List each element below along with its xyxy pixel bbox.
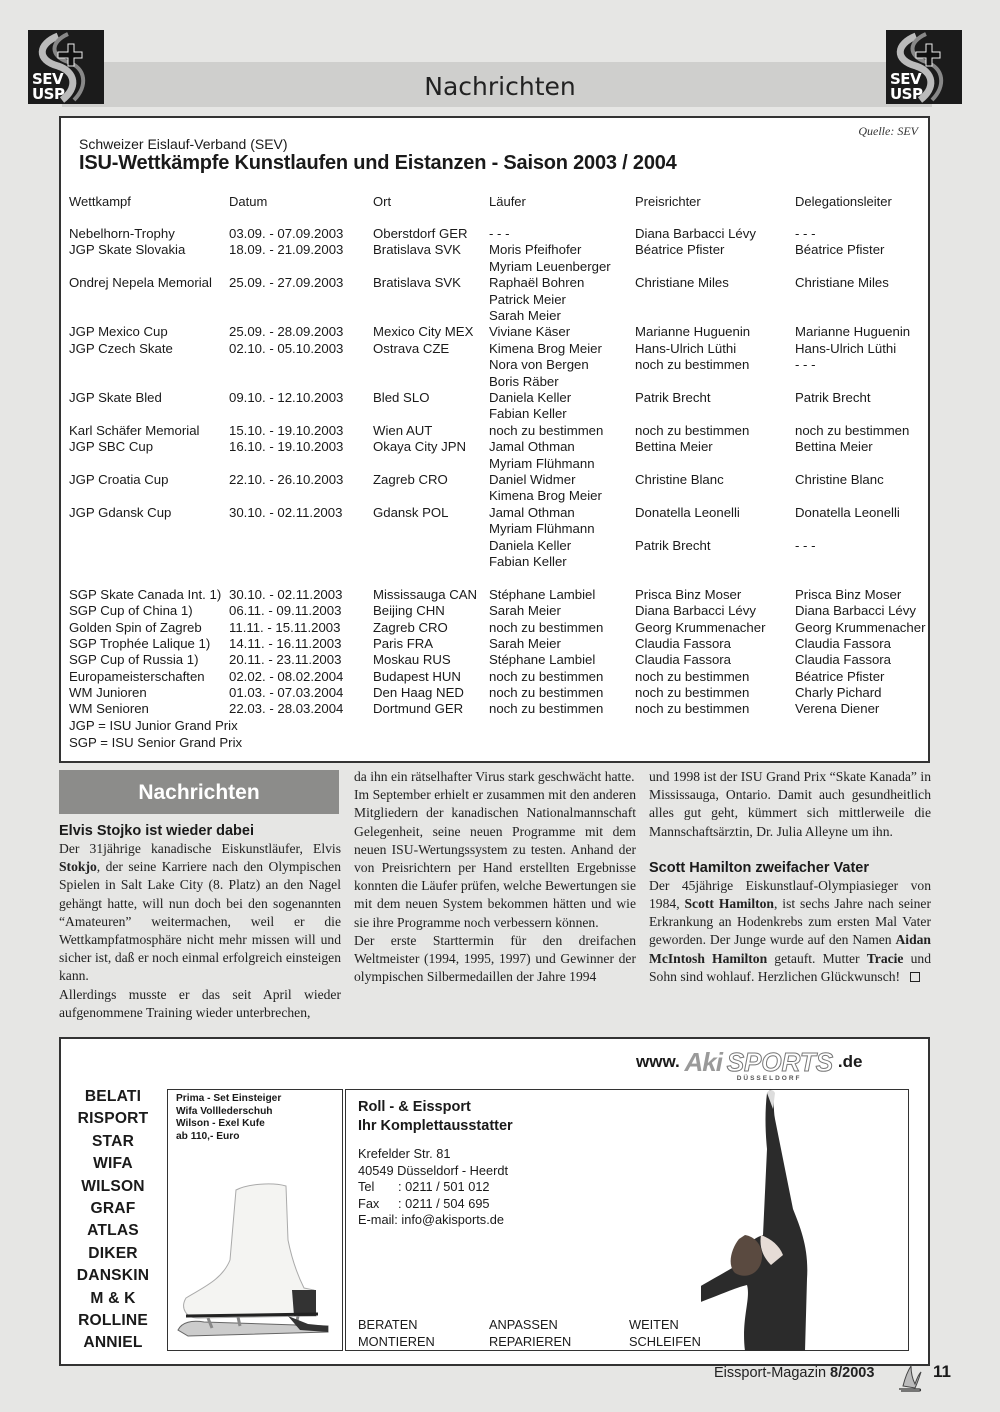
- judge-name: Christiane Miles: [635, 275, 729, 291]
- leader-name: Christiane Miles: [795, 275, 889, 291]
- event-date: 06.11. - 09.11.2003: [229, 603, 342, 619]
- offer-line: Wifa Volllederschuh: [176, 1105, 273, 1117]
- bold-name: Stokjo: [59, 859, 97, 875]
- judge-name: Christine Blanc: [635, 471, 724, 487]
- brand-city: DÜSSELDORF: [736, 1075, 802, 1082]
- event-place: Mexico City MEX: [373, 324, 474, 340]
- article-column-2: [354, 768, 636, 986]
- brand-name: RISPORT: [77, 1110, 149, 1128]
- article-paragraph: da ihn ein rätselhafter Virus stark geschwächt hatte.: [354, 769, 635, 784]
- skater-name: noch zu bestimmen: [489, 422, 604, 438]
- organization-name: Schweizer Eislauf-Verband (SEV): [79, 136, 288, 152]
- skater-name: noch zu bestimmen: [489, 685, 604, 701]
- leaders-cell: [795, 275, 889, 291]
- skater-name: Myriam Flühmann: [489, 455, 595, 471]
- skater-name: Raphaël Bohren: [489, 275, 585, 291]
- skater-name: noch zu bestimmen: [489, 619, 604, 635]
- event-place: Wien AUT: [373, 422, 433, 438]
- brand-name: WILSON: [81, 1177, 145, 1195]
- brand-name: M & K: [90, 1289, 136, 1307]
- leader-name: Charly Pichard: [795, 685, 882, 701]
- section-title: Nachrichten: [424, 72, 576, 101]
- judges-cell: [635, 636, 731, 652]
- brand-logo-text: SPORTS: [726, 1047, 834, 1077]
- skater-name: Boris Räber: [489, 373, 559, 389]
- event-place: Den Haag NED: [373, 685, 464, 701]
- brand-name: WIFA: [93, 1155, 133, 1173]
- leader-name: Christine Blanc: [795, 471, 884, 487]
- skaters-cell: [489, 226, 510, 242]
- shop-address: [358, 1146, 508, 1229]
- column-header: Preisrichter: [635, 194, 701, 209]
- event-name: WM Senioren: [69, 701, 149, 717]
- judge-name: Claudia Fassora: [635, 652, 732, 668]
- leaders-cell: [795, 620, 925, 636]
- legend-item: JGP = ISU Junior Grand Prix: [69, 718, 238, 733]
- column-header: Datum: [229, 194, 268, 209]
- skaters-cell: [489, 669, 603, 685]
- fax-number: : 0211 / 504 695: [398, 1195, 490, 1211]
- skater-name: - - -: [489, 226, 510, 241]
- event-place: Bled SLO: [373, 389, 430, 405]
- table-row: [61, 505, 928, 571]
- event-place: Mississauga CAN: [373, 586, 478, 602]
- table-row: [61, 341, 928, 390]
- event-date: 02.10. - 05.10.2003: [229, 340, 344, 356]
- judges-cell: [635, 390, 711, 406]
- leader-name: [795, 521, 900, 537]
- bold-name: Tracie: [866, 950, 904, 966]
- brand-name: DIKER: [88, 1244, 138, 1262]
- table-title: ISU-Wettkämpfe Kunstlaufen und Eistanzen - Saison 2003 / 2004: [79, 152, 677, 174]
- judges-cell: [635, 620, 765, 636]
- akisports-advertisement: [59, 1037, 930, 1366]
- event-place: Dortmund GER: [373, 701, 464, 717]
- event-date: 20.11. - 23.11.2003: [229, 652, 342, 668]
- event-date: 02.02. - 08.02.2004: [229, 668, 344, 684]
- skater-name: noch zu bestimmen: [489, 668, 604, 684]
- magazine-name: Eissport-Magazin: [714, 1365, 827, 1381]
- event-date: 01.03. - 07.03.2004: [229, 685, 344, 701]
- skater-name: Kimena Brog Meier: [489, 488, 602, 504]
- text: , der seine Karriere nach den Olympischen Spielen in Salt Lake City (8. Platz) an den Nagel gehängt hatte, will nun doch bei den sogenannten “Amateuren” weitermachen, weil er die Wettkampfatmosphäre nicht mehr missen will und sicher ist, daß er noch einmal erfolgreich einsteigen kann.: [59, 859, 341, 984]
- event-date: 11.11. - 15.11.2003: [229, 619, 341, 635]
- article-heading: Elvis Stojko ist wieder dabei: [59, 823, 255, 839]
- logo-line2: USP: [890, 85, 923, 103]
- judges-cell: [635, 242, 724, 258]
- skaters-cell: [489, 652, 595, 668]
- article-paragraph: Allerdings musste er das seit April wieder aufgenommene Training wieder unterbrechen,: [59, 986, 341, 1020]
- skater-name: Sarah Meier: [489, 635, 561, 651]
- brand-name: ANNIEL: [83, 1334, 143, 1352]
- event-date: 09.10. - 12.10.2003: [229, 389, 344, 405]
- leaders-cell: [795, 669, 884, 685]
- leader-name: Marianne Huguenin: [795, 324, 911, 340]
- service: REPARIEREN: [489, 1333, 572, 1349]
- event-name: Ondrej Nepela Memorial: [69, 275, 212, 291]
- leaders-cell: [795, 652, 891, 668]
- leader-name: Prisca Binz Moser: [795, 586, 902, 602]
- skater-name: Kimena Brog Meier: [489, 340, 602, 356]
- skater-name: Sarah Meier: [489, 603, 561, 619]
- leader-name: Bettina Meier: [795, 439, 873, 455]
- event-name: SGP Skate Canada Int. 1): [69, 586, 222, 602]
- event-name: JGP Gdansk Cup: [69, 504, 172, 520]
- logo-line1: SEV: [32, 70, 64, 88]
- brand-name: ROLLINE: [78, 1312, 148, 1330]
- judges-cell: [635, 439, 713, 455]
- event-date: 14.11. - 16.11.2003: [229, 635, 342, 651]
- table-row: [61, 423, 928, 439]
- article-paragraph: Im September erhielt er zusammen mit den anderen Mitgliedern der kanadischen Nationalmannschaft Gelegenheit, seine neuen Programme mit dem neuen ISU-Wertungssystem zu testen. Anhand der von Preisrichtern per Hand erstellten Ergebnisse konnten die Läufer prüfen, welche Bewertungen sie mit dem neuen System bekommen hätten und wie sie ihre Programme noch verbessern können.: [354, 787, 636, 930]
- news-band: [59, 770, 339, 814]
- url-prefix: www.: [636, 1052, 680, 1071]
- leader-name: Claudia Fassora: [795, 652, 892, 668]
- skaters-cell: [489, 324, 570, 340]
- judges-cell: [635, 505, 740, 554]
- judge-name: Georg Krummenacher: [635, 619, 766, 635]
- event-place: Zagreb CRO: [373, 619, 448, 635]
- bold-name: Scott Hamilton: [684, 896, 774, 912]
- skater-name: Daniela Keller: [489, 537, 572, 553]
- website-url[interactable]: [636, 1047, 863, 1082]
- event-name: JGP Czech Skate: [69, 340, 173, 356]
- event-place: Oberstdorf GER: [373, 226, 468, 241]
- fax: [358, 1196, 508, 1213]
- judge-name: Claudia Fassora: [635, 635, 732, 651]
- event-name: WM Junioren: [69, 685, 147, 701]
- article-paragraph: [649, 877, 931, 986]
- page-number: 11: [933, 1362, 951, 1381]
- event-date: 03.09. - 07.09.2003: [229, 226, 344, 241]
- url-suffix: .de: [837, 1052, 863, 1071]
- judge-name: noch zu bestimmen: [635, 685, 750, 701]
- phone-number: : 0211 / 501 012: [398, 1179, 490, 1195]
- event-name: SGP Cup of China 1): [69, 603, 193, 619]
- table-row: [61, 587, 928, 603]
- text: Der 45jährige Eiskunstlauf-Olympiasieger von 1984,: [649, 877, 931, 912]
- email[interactable]: E-mail: info@akisports.de: [358, 1212, 504, 1228]
- table-row: [61, 685, 928, 701]
- text: Der 31jährige kanadische Eiskunstläufer, Elvis: [59, 841, 341, 856]
- text: und Sohn sind wohlauf. Herzlichen Glückwunsch!: [649, 950, 931, 984]
- competition-table: [59, 116, 930, 763]
- event-name: Karl Schäfer Memorial: [69, 422, 200, 438]
- skaters-cell: [489, 701, 603, 717]
- skaters-cell: [489, 341, 602, 390]
- judges-cell: [635, 587, 741, 603]
- skater-name: Viviane Käser: [489, 324, 571, 340]
- table-row: [61, 324, 928, 340]
- table-row: [61, 652, 928, 668]
- shop-title-line: Ihr Komplettausstatter: [358, 1117, 513, 1134]
- service: ANPASSEN: [489, 1317, 558, 1332]
- judges-cell: [635, 341, 749, 374]
- judge-name: Prisca Binz Moser: [635, 586, 742, 602]
- service-group: [489, 1317, 571, 1350]
- event-name: JGP SBC Cup: [69, 439, 154, 455]
- table-row: [61, 242, 928, 275]
- table-row: [61, 603, 928, 619]
- leaders-cell: [795, 226, 816, 242]
- skaters-cell: [489, 275, 584, 324]
- column-header: Delegationsleiter: [795, 194, 892, 209]
- service: SCHLEIFEN: [629, 1333, 701, 1349]
- table-row: [61, 620, 928, 636]
- table-row: [61, 390, 928, 423]
- skaters-cell: [489, 636, 561, 652]
- fax-label: Fax: [358, 1195, 380, 1211]
- event-date: 25.09. - 28.09.2003: [229, 324, 344, 340]
- skaters-cell: [489, 620, 603, 636]
- event-name: JGP Mexico Cup: [69, 324, 168, 340]
- logo-line2: USP: [32, 85, 65, 103]
- table-row: [61, 669, 928, 685]
- skaters-cell: [489, 390, 571, 423]
- leaders-cell: [795, 324, 910, 340]
- leader-name: Verena Diener: [795, 701, 880, 717]
- judges-cell: [635, 685, 749, 701]
- leader-name: Georg Krummenacher: [795, 619, 926, 635]
- leader-name: Donatella Leonelli: [795, 504, 900, 520]
- event-place: Gdansk POL: [373, 504, 449, 520]
- skater-name: Stéphane Lambiel: [489, 652, 596, 668]
- shop-title-line: Roll - & Eissport: [358, 1099, 471, 1115]
- event-date: 16.10. - 19.10.2003: [229, 439, 344, 455]
- judge-name: Patrik Brecht: [635, 537, 711, 553]
- event-name: JGP Skate Bled: [69, 389, 162, 405]
- leader-name: - - -: [795, 537, 816, 553]
- column-header: Ort: [373, 194, 392, 209]
- brand-name: DANSKIN: [76, 1267, 150, 1285]
- event-date: 22.10. - 26.10.2003: [229, 471, 344, 487]
- leaders-cell: [795, 341, 896, 374]
- event-place: Paris FRA: [373, 635, 434, 651]
- leader-name: noch zu bestimmen: [795, 422, 910, 438]
- text: , ist sechs Jahre nach seiner Erkrankung an Hodenkrebs zum ersten Mal Vater geworden. Der Junge wurde auf den Namen: [649, 896, 931, 948]
- skaters-cell: [489, 587, 595, 603]
- judge-name: [635, 521, 740, 537]
- skater-name: Fabian Keller: [489, 406, 567, 422]
- event-date: 25.09. - 27.09.2003: [229, 275, 344, 291]
- text: getauft. Mutter: [767, 950, 867, 966]
- leader-name: Hans-Ulrich Lüthi: [795, 340, 897, 356]
- article-paragraph: [59, 840, 341, 986]
- article-paragraph: und 1998 ist der ISU Grand Prix “Skate Kanada” in Mississauga, Ontario. Damit auch gesundheitlich alles gut geht, kümmert sich mittlerweile die Mannschaftsärztin, Dr. Julia Alleyne um ihn.: [649, 769, 931, 839]
- leaders-cell: [795, 472, 884, 488]
- legend-item: SGP = ISU Senior Grand Prix: [69, 734, 243, 750]
- offer-text: [176, 1093, 281, 1143]
- offer-line: Wilson - Exel Kufe: [176, 1118, 265, 1130]
- event-place: Ostrava CZE: [373, 340, 450, 356]
- event-name: SGP Trophée Lalique 1): [69, 635, 211, 651]
- skater-name: Jamal Othman: [489, 504, 575, 520]
- skaters-cell: [489, 439, 595, 472]
- skater-name: Myriam Flühmann: [489, 521, 595, 537]
- judges-cell: [635, 324, 750, 340]
- skater-name: Patrick Meier: [489, 291, 566, 307]
- skater-name: Fabian Keller: [489, 553, 567, 569]
- service-group: [629, 1317, 701, 1350]
- judge-name: Hans-Ulrich Lüthi: [635, 340, 737, 356]
- leaders-cell: [795, 390, 871, 406]
- offer-line: Prima - Set Einsteiger: [176, 1093, 282, 1104]
- table-row: [61, 439, 928, 472]
- event-place: Beijing CHN: [373, 603, 445, 619]
- end-mark-icon: [910, 972, 920, 982]
- skater-name: Daniela Keller: [489, 389, 572, 405]
- event-name: SGP Cup of Russia 1): [69, 652, 199, 668]
- event-place: Okaya City JPN: [373, 439, 467, 455]
- brand-name: GRAF: [90, 1200, 136, 1218]
- table-row: [61, 275, 928, 324]
- event-name: Nebelhorn-Trophy: [69, 226, 175, 241]
- event-place: Moskau RUS: [373, 652, 451, 668]
- column-header: Wettkampf: [69, 194, 131, 209]
- brand-name: ATLAS: [87, 1222, 139, 1240]
- event-place: Bratislava SVK: [373, 242, 461, 258]
- skaters-cell: [489, 472, 602, 505]
- phone-label: Tel: [358, 1179, 375, 1195]
- leaders-cell: [795, 439, 873, 455]
- table-row: [61, 226, 928, 242]
- logo-line1: SEV: [890, 70, 922, 88]
- skaters-cell: [489, 242, 611, 275]
- ice-skate-icon: [168, 1180, 342, 1350]
- shop-title: [358, 1098, 513, 1135]
- footer-magazine: [714, 1365, 874, 1381]
- figure-skater-photo: [701, 1089, 901, 1351]
- judge-name: Diana Barbacci Lévy: [635, 603, 756, 619]
- judges-cell: [635, 472, 724, 488]
- table-row: [61, 636, 928, 652]
- judges-cell: [635, 275, 729, 291]
- skater-name: Moris Pfeifhofer: [489, 242, 582, 258]
- abbreviation-legend: [69, 718, 242, 751]
- column-header: Läufer: [489, 194, 526, 209]
- judges-cell: [635, 669, 749, 685]
- event-name: Europameisterschaften: [69, 668, 205, 684]
- brand-logo-sports: [726, 1047, 834, 1082]
- event-name: JGP Croatia Cup: [69, 471, 169, 487]
- service-group: [358, 1317, 435, 1350]
- leader-name: Béatrice Pfister: [795, 668, 885, 684]
- article-paragraph: Der erste Starttermin für den dreifachen Weltmeister (1994, 1995, 1997) und Gewinner der olympischen Silbermedaillen der Jahre 1994: [354, 932, 636, 985]
- judge-name: Bettina Meier: [635, 439, 713, 455]
- offer-line: ab 110,- Euro: [176, 1130, 240, 1142]
- leader-name: Patrik Brecht: [795, 389, 871, 405]
- city: 40549 Düsseldorf - Heerdt: [358, 1162, 509, 1178]
- bold-name: Aidan McIntosh Hamilton: [649, 932, 931, 966]
- judge-name: Patrik Brecht: [635, 389, 711, 405]
- event-place: Budapest HUN: [373, 668, 461, 684]
- leaders-cell: [795, 603, 916, 619]
- judge-name: noch zu bestimmen: [635, 357, 750, 373]
- event-place: Bratislava SVK: [373, 275, 461, 291]
- article-column-1: [59, 822, 341, 1022]
- leaders-cell: [795, 423, 909, 439]
- street: Krefelder Str. 81: [358, 1146, 451, 1161]
- skater-emblem-icon: [897, 1364, 923, 1392]
- leaders-cell: [795, 242, 884, 258]
- article-heading: Scott Hamilton zweifacher Vater: [649, 859, 869, 876]
- skaters-cell: [489, 603, 561, 619]
- brand-name: BELATI: [84, 1088, 142, 1105]
- service: WEITEN: [629, 1317, 679, 1332]
- brand-logo-aki: Aki: [684, 1047, 722, 1077]
- skater-name: Myriam Leuenberger: [489, 258, 611, 274]
- event-date: 22.03. - 28.03.2004: [229, 701, 344, 717]
- leader-name: Diana Barbacci Lévy: [795, 603, 916, 619]
- article-column-3: [649, 768, 931, 986]
- event-date: 30.10. - 02.11.2003: [229, 504, 343, 520]
- news-band-title: Nachrichten: [138, 781, 260, 804]
- judge-name: Diana Barbacci Lévy: [635, 226, 756, 241]
- judge-name: Marianne Huguenin: [635, 324, 751, 340]
- judge-name: Béatrice Pfister: [635, 242, 725, 258]
- judges-cell: [635, 423, 749, 439]
- skater-name: Jamal Othman: [489, 439, 575, 455]
- skater-name: Nora von Bergen: [489, 357, 589, 373]
- leader-name: Béatrice Pfister: [795, 242, 885, 258]
- brand-name: STAR: [91, 1132, 135, 1150]
- judges-cell: [635, 701, 749, 717]
- brand-list: [61, 1086, 165, 1355]
- skater-name: Stéphane Lambiel: [489, 586, 596, 602]
- skaters-cell: [489, 423, 603, 439]
- service: MONTIEREN: [358, 1333, 435, 1349]
- skaters-cell: [489, 505, 595, 571]
- table-row: [61, 472, 928, 505]
- leader-name: - - -: [795, 226, 816, 241]
- judges-cell: [635, 226, 756, 242]
- table-body: [61, 226, 928, 718]
- service: BERATEN: [358, 1317, 418, 1332]
- event-name: Golden Spin of Zagreb: [69, 619, 202, 635]
- leaders-cell: [795, 701, 879, 717]
- leader-name: Claudia Fassora: [795, 635, 892, 651]
- skate-offer-box: [167, 1089, 343, 1351]
- leaders-cell: [795, 636, 891, 652]
- skaters-cell: [489, 685, 603, 701]
- judge-name: noch zu bestimmen: [635, 668, 750, 684]
- leaders-cell: [795, 505, 900, 554]
- skater-name: Daniel Widmer: [489, 471, 576, 487]
- issue-number: 8/2003: [830, 1365, 875, 1381]
- phone: [358, 1179, 508, 1196]
- skater-name: noch zu bestimmen: [489, 701, 604, 717]
- event-date: 15.10. - 19.10.2003: [229, 422, 344, 438]
- judges-cell: [635, 603, 756, 619]
- judge-name: noch zu bestimmen: [635, 422, 750, 438]
- event-date: 30.10. - 02.11.2003: [229, 586, 343, 602]
- judge-name: Donatella Leonelli: [635, 504, 740, 520]
- skater-name: Sarah Meier: [489, 307, 561, 323]
- table-row: [61, 701, 928, 717]
- source-note: Quelle: SEV: [858, 124, 918, 138]
- judges-cell: [635, 652, 731, 668]
- leader-name: - - -: [795, 357, 816, 373]
- event-place: Zagreb CRO: [373, 471, 448, 487]
- judge-name: noch zu bestimmen: [635, 701, 750, 717]
- leaders-cell: [795, 587, 901, 603]
- event-name: JGP Skate Slovakia: [69, 242, 186, 258]
- event-date: 18.09. - 21.09.2003: [229, 242, 344, 258]
- leaders-cell: [795, 685, 882, 701]
